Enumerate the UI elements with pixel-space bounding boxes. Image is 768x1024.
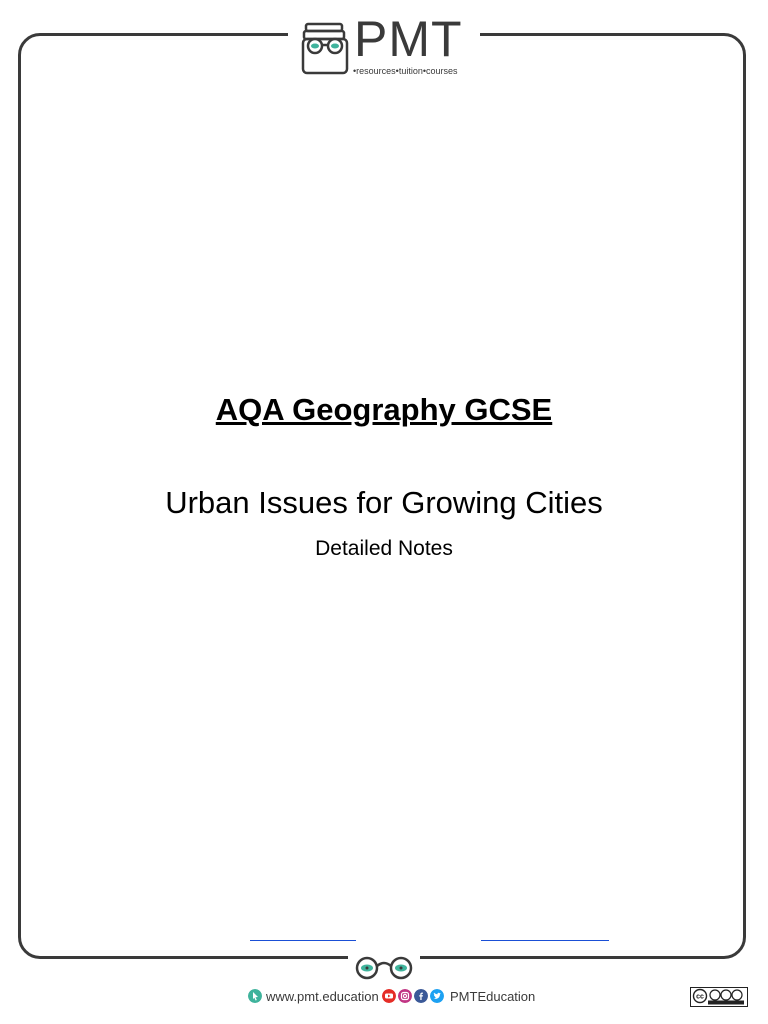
svg-text:cc: cc	[696, 993, 704, 1001]
link-underline-left[interactable]	[250, 940, 356, 941]
website-link[interactable]: www.pmt.education	[266, 989, 379, 1004]
glasses-icon	[350, 956, 418, 980]
link-underline-right[interactable]	[481, 940, 609, 941]
logo-tagline: •resources•tuition•courses	[353, 66, 458, 76]
instagram-icon[interactable]	[398, 989, 412, 1003]
logo-name: PMT	[354, 11, 463, 67]
document-subtitle: Urban Issues for Growing Cities	[165, 485, 603, 520]
notes-label: Detailed Notes	[315, 537, 453, 560]
twitter-icon[interactable]	[430, 989, 444, 1003]
youtube-icon[interactable]	[382, 989, 396, 1003]
social-handle[interactable]: PMTEducation	[450, 989, 536, 1004]
facebook-icon[interactable]	[414, 989, 428, 1003]
creative-commons-icon	[690, 987, 748, 1007]
pmt-logo-icon	[300, 20, 352, 76]
document-title: AQA Geography GCSE	[215, 392, 553, 427]
cursor-icon	[248, 989, 262, 1003]
